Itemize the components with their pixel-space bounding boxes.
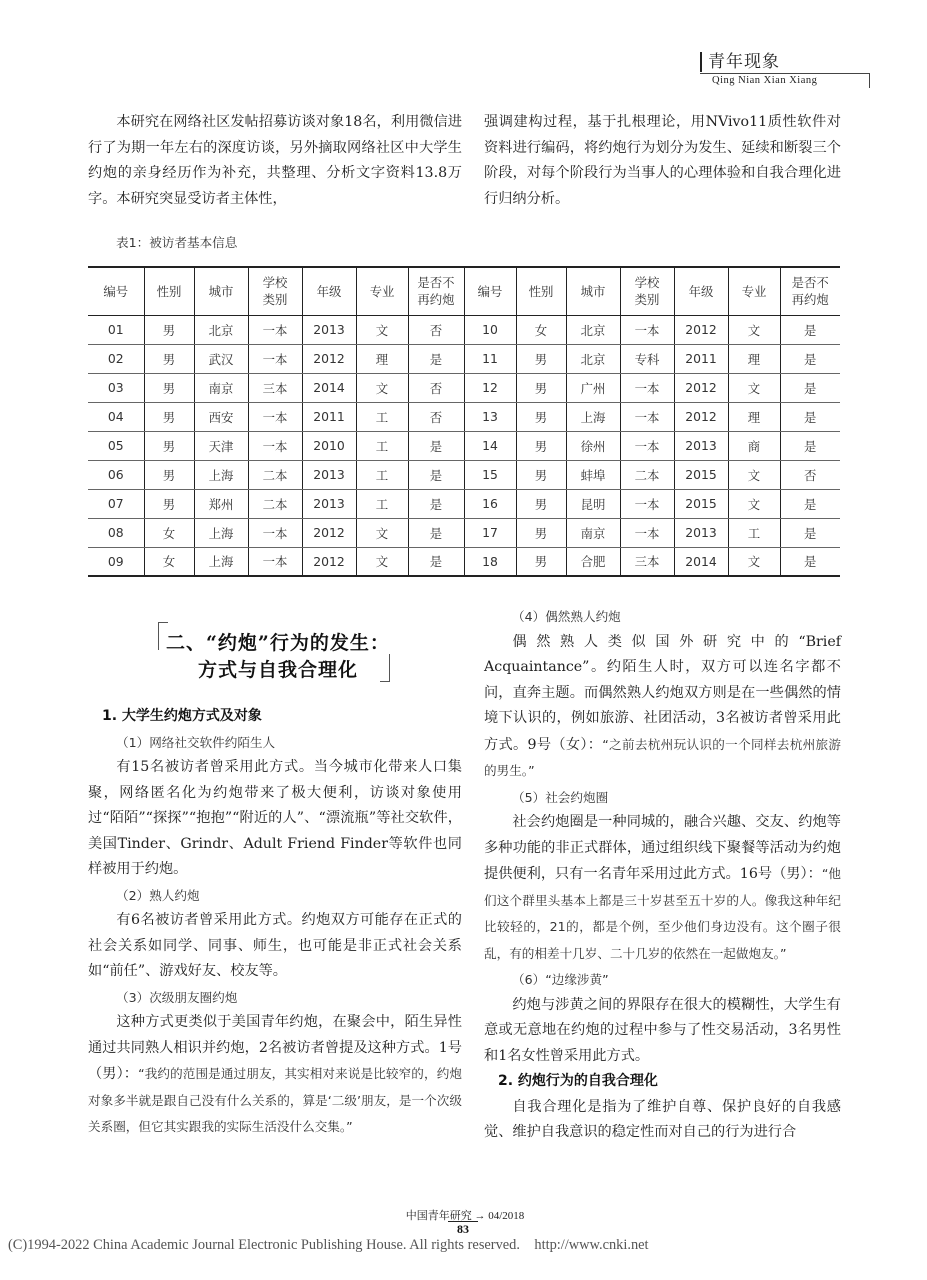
table-cell: 2013: [302, 489, 356, 518]
table-cell: 01: [88, 315, 144, 344]
table-cell: 二本: [248, 460, 302, 489]
title-bracket-right: [380, 654, 390, 682]
table-cell: 2015: [674, 489, 728, 518]
table-cell: 2015: [674, 460, 728, 489]
table-cell: 男: [516, 489, 566, 518]
table-cell: 男: [516, 518, 566, 547]
table-cell: 广州: [566, 373, 620, 402]
table-cell: 2013: [302, 315, 356, 344]
col-header: 城市: [566, 267, 620, 315]
table-cell: 男: [144, 460, 194, 489]
table-cell: 男: [516, 460, 566, 489]
table-cell: 一本: [620, 315, 674, 344]
table-cell: 2012: [674, 315, 728, 344]
col-header: 性别: [144, 267, 194, 315]
paragraph-2: 有6名被访者曾采用此方式。约炮双方可能存在正式的社会关系如同学、同事、师生，也可能是非正式社会关系如“前任”、游戏好友、校友等。: [88, 912, 462, 979]
item-heading-2: （2）熟人约炮: [116, 887, 200, 903]
table-cell: 蚌埠: [566, 460, 620, 489]
table-cell: 上海: [566, 402, 620, 431]
table-cell: 是: [408, 547, 464, 576]
section-title: [158, 622, 390, 682]
table-row: [88, 431, 840, 460]
table-cell: 一本: [248, 402, 302, 431]
table-cell: 文: [728, 460, 780, 489]
table-cell: 一本: [620, 402, 674, 431]
table-cell: 2013: [674, 431, 728, 460]
table-cell: 一本: [620, 489, 674, 518]
table-cell: 17: [464, 518, 516, 547]
table-cell: 理: [356, 344, 408, 373]
table-cell: 工: [356, 431, 408, 460]
table-cell: 14: [464, 431, 516, 460]
table-cell: 2013: [674, 518, 728, 547]
table-cell: 2013: [302, 460, 356, 489]
table-cell: 是: [408, 489, 464, 518]
table-cell: 男: [144, 344, 194, 373]
paragraph-7: 自我合理化是指为了维护自尊、保护良好的自我感觉、维护自我意识的稳定性而对自己的行为进行合: [484, 1098, 841, 1140]
col-header: 城市: [194, 267, 248, 315]
table-cell: 一本: [620, 518, 674, 547]
table-cell: 是: [780, 431, 840, 460]
table-cell: 男: [144, 402, 194, 431]
table-cell: 是: [408, 518, 464, 547]
table-cell: 专科: [620, 344, 674, 373]
table-row: [88, 373, 840, 402]
paragraph-3-text: 这种方式更类似于美国青年约炮，在聚会中，陌生异性通过共同熟人相识并约炮，2名被访者曾提及这种方式。1号（男）：: [88, 1014, 462, 1082]
table-cell: 女: [516, 315, 566, 344]
copyright-line: [8, 1237, 919, 1254]
table-cell: 男: [516, 373, 566, 402]
table-cell: 06: [88, 460, 144, 489]
table-cell: 16: [464, 489, 516, 518]
paragraph-4: [484, 630, 841, 785]
journal-issue: 04/2018: [488, 1210, 525, 1222]
col-header: 专业: [356, 267, 408, 315]
item-heading-3: （3）次级朋友圈约炮: [116, 989, 238, 1005]
table-cell: 昆明: [566, 489, 620, 518]
table-cell: 2012: [674, 373, 728, 402]
table-cell: 是: [780, 489, 840, 518]
table-cell: 女: [144, 547, 194, 576]
table-cell: 07: [88, 489, 144, 518]
table-row: [88, 460, 840, 489]
table-row: [88, 547, 840, 576]
table-cell: 2012: [302, 547, 356, 576]
journal-name: 中国青年研究: [405, 1210, 472, 1222]
col-header: 年级: [302, 267, 356, 315]
table-cell: 合肥: [566, 547, 620, 576]
table-cell: 一本: [248, 547, 302, 576]
section-title-line1: 二、“约炮”行为的发生：: [166, 632, 390, 654]
item-heading-5: （5）社会约炮圈: [512, 789, 609, 805]
col-header: 编号: [88, 267, 144, 315]
subheading-rationalization: 2. 约炮行为的自我合理化: [498, 1073, 658, 1089]
table-cell: 北京: [566, 344, 620, 373]
table-cell: 商: [728, 431, 780, 460]
table-cell: 上海: [194, 547, 248, 576]
table-row: [88, 518, 840, 547]
table-cell: 是: [780, 373, 840, 402]
table-cell: 2012: [302, 344, 356, 373]
table-cell: 北京: [566, 315, 620, 344]
col-header: 专业: [728, 267, 780, 315]
table-caption: 表1：被访者基本信息: [116, 235, 238, 250]
paragraph-6: 约炮与涉黄之间的界限存在很大的模糊性，大学生有意或无意地在约炮的过程中参与了性交易活动，3名男性和1名女性曾采用此方式。: [484, 996, 841, 1064]
table-cell: 12: [464, 373, 516, 402]
table-cell: 是: [780, 518, 840, 547]
table-cell: 04: [88, 402, 144, 431]
table-cell: 男: [516, 402, 566, 431]
cnki-link[interactable]: http://www.cnki.net: [534, 1237, 649, 1253]
table-cell: 否: [408, 315, 464, 344]
table-cell: 一本: [248, 518, 302, 547]
table-cell: 一本: [620, 431, 674, 460]
table-cell: 男: [516, 547, 566, 576]
table-cell: 是: [780, 402, 840, 431]
table-cell: 是: [780, 344, 840, 373]
col-header: 是否不再约炮: [408, 267, 464, 315]
table-cell: 02: [88, 344, 144, 373]
intro-paragraph-right: 强调建构过程，基于扎根理论，用NVivo11质性软件对资料进行编码，将约炮行为划分为发生、延续和断裂三个阶段，对每个阶段行为当事人的心理体验和自我合理化进行归纳分析。: [484, 114, 841, 207]
table-cell: 一本: [620, 373, 674, 402]
table-cell: 南京: [566, 518, 620, 547]
table-cell: 工: [356, 489, 408, 518]
table-cell: 文: [728, 489, 780, 518]
table-cell: 男: [516, 344, 566, 373]
item-heading-6: （6）“边缘涉黄”: [512, 972, 609, 987]
intro-left-column: [88, 110, 462, 212]
page-number: 83: [448, 1221, 478, 1237]
table-cell: 否: [408, 373, 464, 402]
col-header: 学校类别: [620, 267, 674, 315]
paragraph-1: 有15名被访者曾采用此方式。当今城市化带来人口集聚，网络匿名化为约炮带来了极大便利，访谈对象使用过“陌陌”“探探”“抱抱”“附近的人”、“漂流瓶”等社交软件，美国Tinder、Grindr、Adult Friend Finder等软件也同样被用于约炮。: [88, 759, 462, 877]
table-cell: 否: [780, 460, 840, 489]
table-cell: 2012: [302, 518, 356, 547]
table-cell: 是: [780, 315, 840, 344]
item-heading-4: （4）偶然熟人约炮: [512, 609, 621, 624]
section-title-line2: 方式与自我合理化: [198, 659, 359, 681]
col-header: 性别: [516, 267, 566, 315]
quote-5: “他们这个群里头基本上都是三十岁甚至五十岁的人。像我这种年纪比较轻的，21的，都是个例，至少他们身边没有。这个圈子很乱，有的相差十几岁、二十几岁的依然在一起做炮友。”: [484, 866, 841, 961]
table-cell: 2014: [302, 373, 356, 402]
table-cell: 女: [144, 518, 194, 547]
table-cell: 08: [88, 518, 144, 547]
table-row: [88, 489, 840, 518]
table-cell: 是: [408, 431, 464, 460]
quote-4: “之前去杭州玩认识的一个同样去杭州旅游的男生。”: [484, 736, 841, 778]
table-cell: 男: [144, 431, 194, 460]
table-cell: 三本: [248, 373, 302, 402]
table-cell: 2012: [674, 402, 728, 431]
quote-3: “我约的范围是通过朋友，其实相对来说是比较窄的，约炮对象多半就是跟自己没有什么关系的，算是‘二级’朋友，是一个次级关系圈，但它其实跟我的实际生活没什么交集。”: [88, 1066, 462, 1134]
table-cell: 一本: [248, 431, 302, 460]
col-header: 年级: [674, 267, 728, 315]
table-cell: 天津: [194, 431, 248, 460]
table-cell: 南京: [194, 373, 248, 402]
table-cell: 13: [464, 402, 516, 431]
table-cell: 理: [728, 344, 780, 373]
table-cell: 二本: [248, 489, 302, 518]
table-cell: 三本: [620, 547, 674, 576]
table-cell: 武汉: [194, 344, 248, 373]
table-cell: 郑州: [194, 489, 248, 518]
table-cell: 文: [356, 518, 408, 547]
table-cell: 西安: [194, 402, 248, 431]
running-header: [700, 52, 870, 88]
left-column: [88, 704, 462, 1141]
table-cell: 文: [356, 315, 408, 344]
table-cell: 2011: [302, 402, 356, 431]
col-header: 是否不再约炮: [780, 267, 840, 315]
table-cell: 文: [728, 373, 780, 402]
table-cell: 上海: [194, 460, 248, 489]
table-cell: 18: [464, 547, 516, 576]
table-cell: 03: [88, 373, 144, 402]
table-cell: 一本: [248, 315, 302, 344]
table-cell: 北京: [194, 315, 248, 344]
column-title: 青年现象: [700, 52, 870, 72]
table-cell: 05: [88, 431, 144, 460]
table-cell: 文: [728, 315, 780, 344]
table-row: [88, 315, 840, 344]
column-pinyin: Qing Nian Xian Xiang: [700, 73, 870, 88]
table-cell: 否: [408, 402, 464, 431]
table-cell: 2011: [674, 344, 728, 373]
table-cell: 工: [356, 402, 408, 431]
table-row: [88, 402, 840, 431]
intro-right-column: [484, 110, 841, 212]
col-header: 编号: [464, 267, 516, 315]
intro-paragraph-left: 本研究在网络社区发帖招募访谈对象18名，利用微信进行了为期一年左右的深度访谈，另外摘取网络社区中大学生约炮的亲身经历作为补充，共整理、分析文字资料13.8万字。本研究突显受访者主体性，: [88, 114, 462, 207]
table-cell: 二本: [620, 460, 674, 489]
table-cell: 工: [728, 518, 780, 547]
item-heading-1: （1）网络社交软件约陌生人: [116, 734, 276, 750]
paragraph-5: [484, 810, 841, 967]
table-cell: 15: [464, 460, 516, 489]
paragraph-5-text: 社会约炮圈是一种同城的，融合兴趣、交友、约炮等多种功能的非正式群体，通过组织线下聚餐等活动为约炮提供便利，只有一名青年采用过此方式。16号（男）：: [484, 814, 841, 882]
table-cell: 男: [144, 373, 194, 402]
table-row: [88, 344, 840, 373]
table-cell: 工: [356, 460, 408, 489]
table-cell: 是: [408, 344, 464, 373]
table-cell: 文: [356, 373, 408, 402]
table-cell: 11: [464, 344, 516, 373]
paragraph-4-text: 偶然熟人类似国外研究中的“Brief Acquaintance”。约陌生人时，双方可以连名字都不问，直奔主题。而偶然熟人约炮双方则是在一些偶然的情境下认识的，例如旅游、社团活动，3名被访者曾采用此方式。9号（女）：: [484, 633, 841, 753]
table-cell: 男: [516, 431, 566, 460]
table-cell: 2010: [302, 431, 356, 460]
table-cell: 徐州: [566, 431, 620, 460]
arrow-icon: →: [474, 1210, 486, 1222]
table-cell: 男: [144, 489, 194, 518]
interviewee-table: [88, 266, 840, 577]
copyright-text: (C)1994-2022 China Academic Journal Electronic Publishing House. All rights reserved.: [8, 1237, 520, 1253]
table-cell: 是: [408, 460, 464, 489]
table-cell: 文: [728, 547, 780, 576]
table-header-row: [88, 267, 840, 315]
table-cell: 男: [144, 315, 194, 344]
paragraph-3: [88, 1010, 462, 1141]
table-cell: 是: [780, 547, 840, 576]
table-cell: 一本: [248, 344, 302, 373]
table-cell: 10: [464, 315, 516, 344]
col-header: 学校类别: [248, 267, 302, 315]
table-cell: 上海: [194, 518, 248, 547]
subheading-methods: 1. 大学生约炮方式及对象: [102, 708, 262, 724]
table-cell: 09: [88, 547, 144, 576]
table-cell: 文: [356, 547, 408, 576]
table-cell: 2014: [674, 547, 728, 576]
table-cell: 理: [728, 402, 780, 431]
right-column: [484, 604, 841, 1146]
